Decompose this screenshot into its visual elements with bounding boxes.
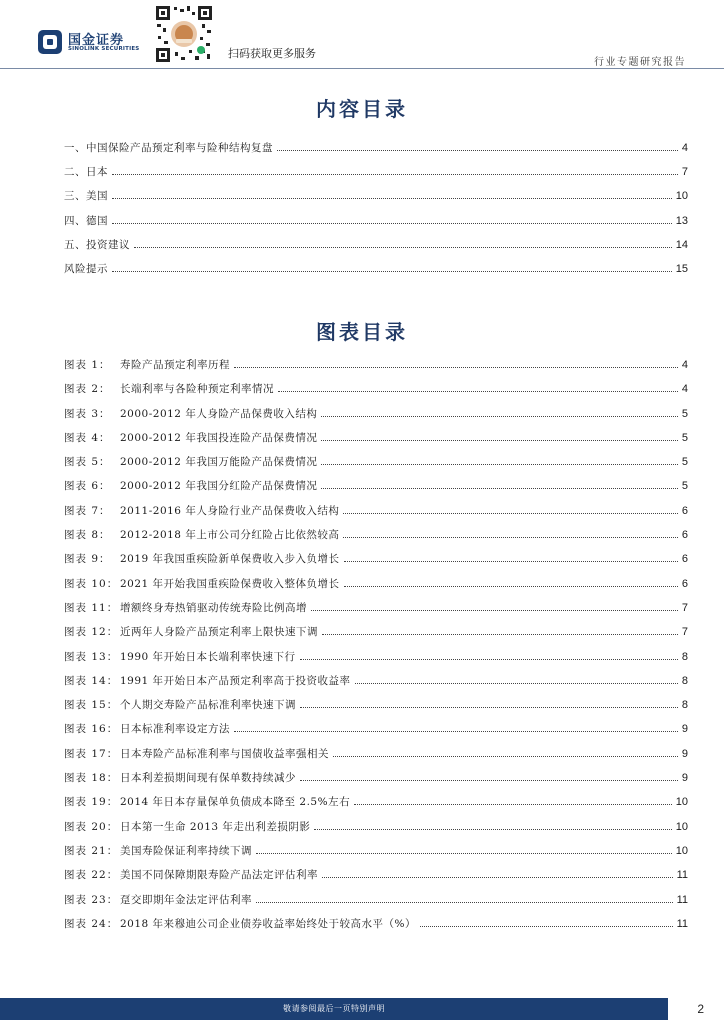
figure-label: 图表 3： [64,407,111,420]
dot-leader [355,683,678,684]
figure-entry[interactable] [64,406,688,430]
figure-label: 图表 12： [64,626,119,639]
figure-title: 长端利率与各险种预定利率情况 [120,383,274,396]
figure-entry[interactable] [64,819,688,843]
dot-leader [134,247,672,248]
figure-entry[interactable] [64,430,688,454]
section-heading: 三、美国 [64,190,108,203]
dot-leader [321,440,678,441]
figure-entry[interactable] [64,649,688,673]
dot-leader [321,488,678,489]
figure-title: 2021 年开始我国重疾险保费收入整体负增长 [120,577,340,590]
figure-label: 图表 14： [64,674,119,687]
figure-entry[interactable] [64,746,688,770]
figure-label: 图表 13： [64,650,119,663]
figure-entry[interactable] [64,478,688,502]
figure-entry[interactable] [64,381,688,405]
figure-entry[interactable] [64,916,688,940]
figure-label: 图表 16： [64,723,119,736]
page-reference: 6 [681,529,688,542]
page-reference: 7 [681,166,688,179]
contents-entry[interactable] [64,164,688,188]
dot-leader [354,804,672,805]
dot-leader [112,271,672,272]
page-reference: 9 [681,747,688,760]
page-reference: 10 [675,796,688,809]
section-heading: 风险提示 [64,262,108,275]
figure-entry[interactable] [64,503,688,527]
figure-title: 日本寿险产品标准利率与国债收益率强相关 [120,747,329,760]
page-reference: 5 [681,456,688,469]
figure-entry[interactable] [64,843,688,867]
dot-leader [344,561,678,562]
figure-entry[interactable] [64,794,688,818]
contents-entry[interactable] [64,213,688,237]
page-reference: 15 [675,262,688,275]
dot-leader [322,634,678,635]
section-heading: 五、投资建议 [64,238,130,251]
figure-label: 图表 6： [64,480,111,493]
figure-label: 图表 5： [64,456,111,469]
page-reference: 7 [681,601,688,614]
contents-entry[interactable] [64,188,688,212]
page-reference: 6 [681,553,688,566]
figure-entry[interactable] [64,357,688,381]
figure-label: 图表 11： [64,601,119,614]
page-reference: 5 [681,480,688,493]
dot-leader [420,926,673,927]
figure-title: 2019 年我国重疾险新单保费收入步入负增长 [120,553,340,566]
figure-label: 图表 4： [64,431,111,444]
dot-leader [311,610,678,611]
page-number: 2 [697,1002,704,1016]
page-reference: 8 [681,674,688,687]
dot-leader [314,829,671,830]
dot-leader [112,198,672,199]
figure-title: 美国寿险保证利率持续下调 [120,844,252,857]
figure-label: 图表 8： [64,529,111,542]
figure-title: 2014 年日本存量保单负债成本降至 2.5%左右 [120,796,351,809]
figure-label: 图表 22： [64,869,119,882]
dot-leader [112,174,678,175]
page-reference: 6 [681,504,688,517]
page-reference: 14 [675,238,688,251]
page-reference: 4 [681,359,688,371]
dot-leader [333,756,678,757]
figure-title: 日本利差损期间现有保单数持续减少 [120,772,296,785]
dot-leader [300,659,678,660]
page-reference: 11 [676,869,688,882]
page-reference: 9 [681,772,688,785]
figure-label: 图表 7： [64,504,111,517]
qr-code-icon[interactable] [154,4,214,64]
page-reference: 4 [681,142,688,154]
dot-leader [300,780,678,781]
logo-text-cn: 国金证券 [68,33,125,48]
page-reference: 10 [675,844,688,857]
page-reference: 11 [676,917,688,930]
figure-label: 图表 20： [64,820,119,833]
figure-title: 2000-2012 年我国分红险产品保费情况 [120,480,318,493]
dot-leader [344,586,678,587]
figure-title: 2000-2012 年人身险产品保费收入结构 [120,407,318,420]
figure-entry[interactable] [64,454,688,478]
figure-label: 图表 24： [64,917,119,930]
page-reference: 9 [681,723,688,736]
figure-title: 美国不同保障期限寿险产品法定评估利率 [120,869,318,882]
figure-title: 日本标准利率设定方法 [120,723,230,736]
page-reference: 7 [681,626,688,639]
figure-entry[interactable] [64,673,688,697]
page-reference: 4 [681,383,688,396]
section-heading: 一、中国保险产品预定利率与险种结构复盘 [64,142,273,154]
company-logo [38,28,148,56]
header-divider [0,68,724,69]
page-reference: 5 [681,407,688,420]
figure-label: 图表 21： [64,844,119,857]
page-reference: 6 [681,577,688,590]
figure-title: 2018 年来穆迪公司企业债券收益率始终处于较高水平（%） [120,917,417,930]
dot-leader [256,853,672,854]
footer-disclaimer: 敬请参阅最后一页特别声明 [283,1004,385,1013]
dot-leader [256,902,673,903]
dot-leader [321,416,678,417]
figure-entry[interactable] [64,721,688,745]
figure-label: 图表 15： [64,699,119,712]
figure-title: 1990 年开始日本长端利率快速下行 [120,650,296,663]
page-reference: 13 [675,214,688,227]
figure-label: 图表 23： [64,893,119,906]
section-heading: 四、德国 [64,214,108,227]
dot-leader [321,464,678,465]
qr-caption: 扫码获取更多服务 [228,47,316,60]
figure-title: 增额终身寿热销驱动传统寿险比例高增 [120,601,307,614]
figure-entry[interactable] [64,770,688,794]
dot-leader [343,537,678,538]
figure-entry[interactable] [64,527,688,551]
figure-entry[interactable] [64,600,688,624]
figures-title: 图表目录 [316,320,408,344]
figure-label: 图表 9： [64,553,111,566]
figure-title: 2000-2012 年我国万能险产品保费情况 [120,456,318,469]
figure-title: 个人期交寿险产品标准利率快速下调 [120,699,296,712]
figure-title: 趸交即期年金法定评估利率 [120,893,252,906]
figure-entry[interactable] [64,697,688,721]
page-reference: 8 [681,650,688,663]
figure-entry[interactable] [64,624,688,648]
dot-leader [234,731,678,732]
figures-list [64,357,688,940]
figure-label: 图表 1： [64,359,111,371]
figure-label: 图表 17： [64,747,119,760]
figure-entry[interactable] [64,551,688,575]
dot-leader [300,707,678,708]
figure-title: 2000-2012 年我国投连险产品保费情况 [120,431,318,444]
page-reference: 10 [675,190,688,203]
contents-list [64,140,688,285]
figure-title: 2011-2016 年人身险行业产品保费收入结构 [120,504,340,517]
figure-label: 图表 2： [64,383,111,396]
section-heading: 二、日本 [64,166,108,179]
figure-label: 图表 10： [64,577,119,590]
contents-title: 内容目录 [316,97,408,121]
figure-entry[interactable] [64,576,688,600]
page-header [0,0,724,72]
page-reference: 10 [675,820,688,833]
dot-leader [322,877,673,878]
figure-title: 寿险产品预定利率历程 [120,359,230,371]
figure-title: 2012-2018 年上市公司分红险占比依然较高 [120,529,340,542]
page-reference: 11 [676,893,688,906]
contents-entry[interactable] [64,237,688,261]
dot-leader [277,150,678,151]
figure-entry[interactable] [64,867,688,891]
figure-entry[interactable] [64,892,688,916]
logo-text-en: SINOLINK SECURITIES [68,46,140,52]
report-type-label: 行业专题研究报告 [594,57,686,68]
sinolink-logo-icon [38,30,62,54]
page-reference: 5 [681,431,688,444]
figure-title: 日本第一生命 2013 年走出利差损阴影 [120,820,311,833]
figure-title: 近两年人身险产品预定利率上限快速下调 [120,626,318,639]
contents-entry[interactable] [64,261,688,285]
figure-label: 图表 19： [64,796,119,809]
dot-leader [112,223,672,224]
figure-title: 1991 年开始日本产品预定利率高于投资收益率 [120,674,351,687]
page-reference: 8 [681,699,688,712]
dot-leader [234,367,678,368]
contents-entry[interactable] [64,140,688,164]
dot-leader [278,391,678,392]
page-footer [0,992,724,1024]
figure-label: 图表 18： [64,772,119,785]
dot-leader [343,513,678,514]
